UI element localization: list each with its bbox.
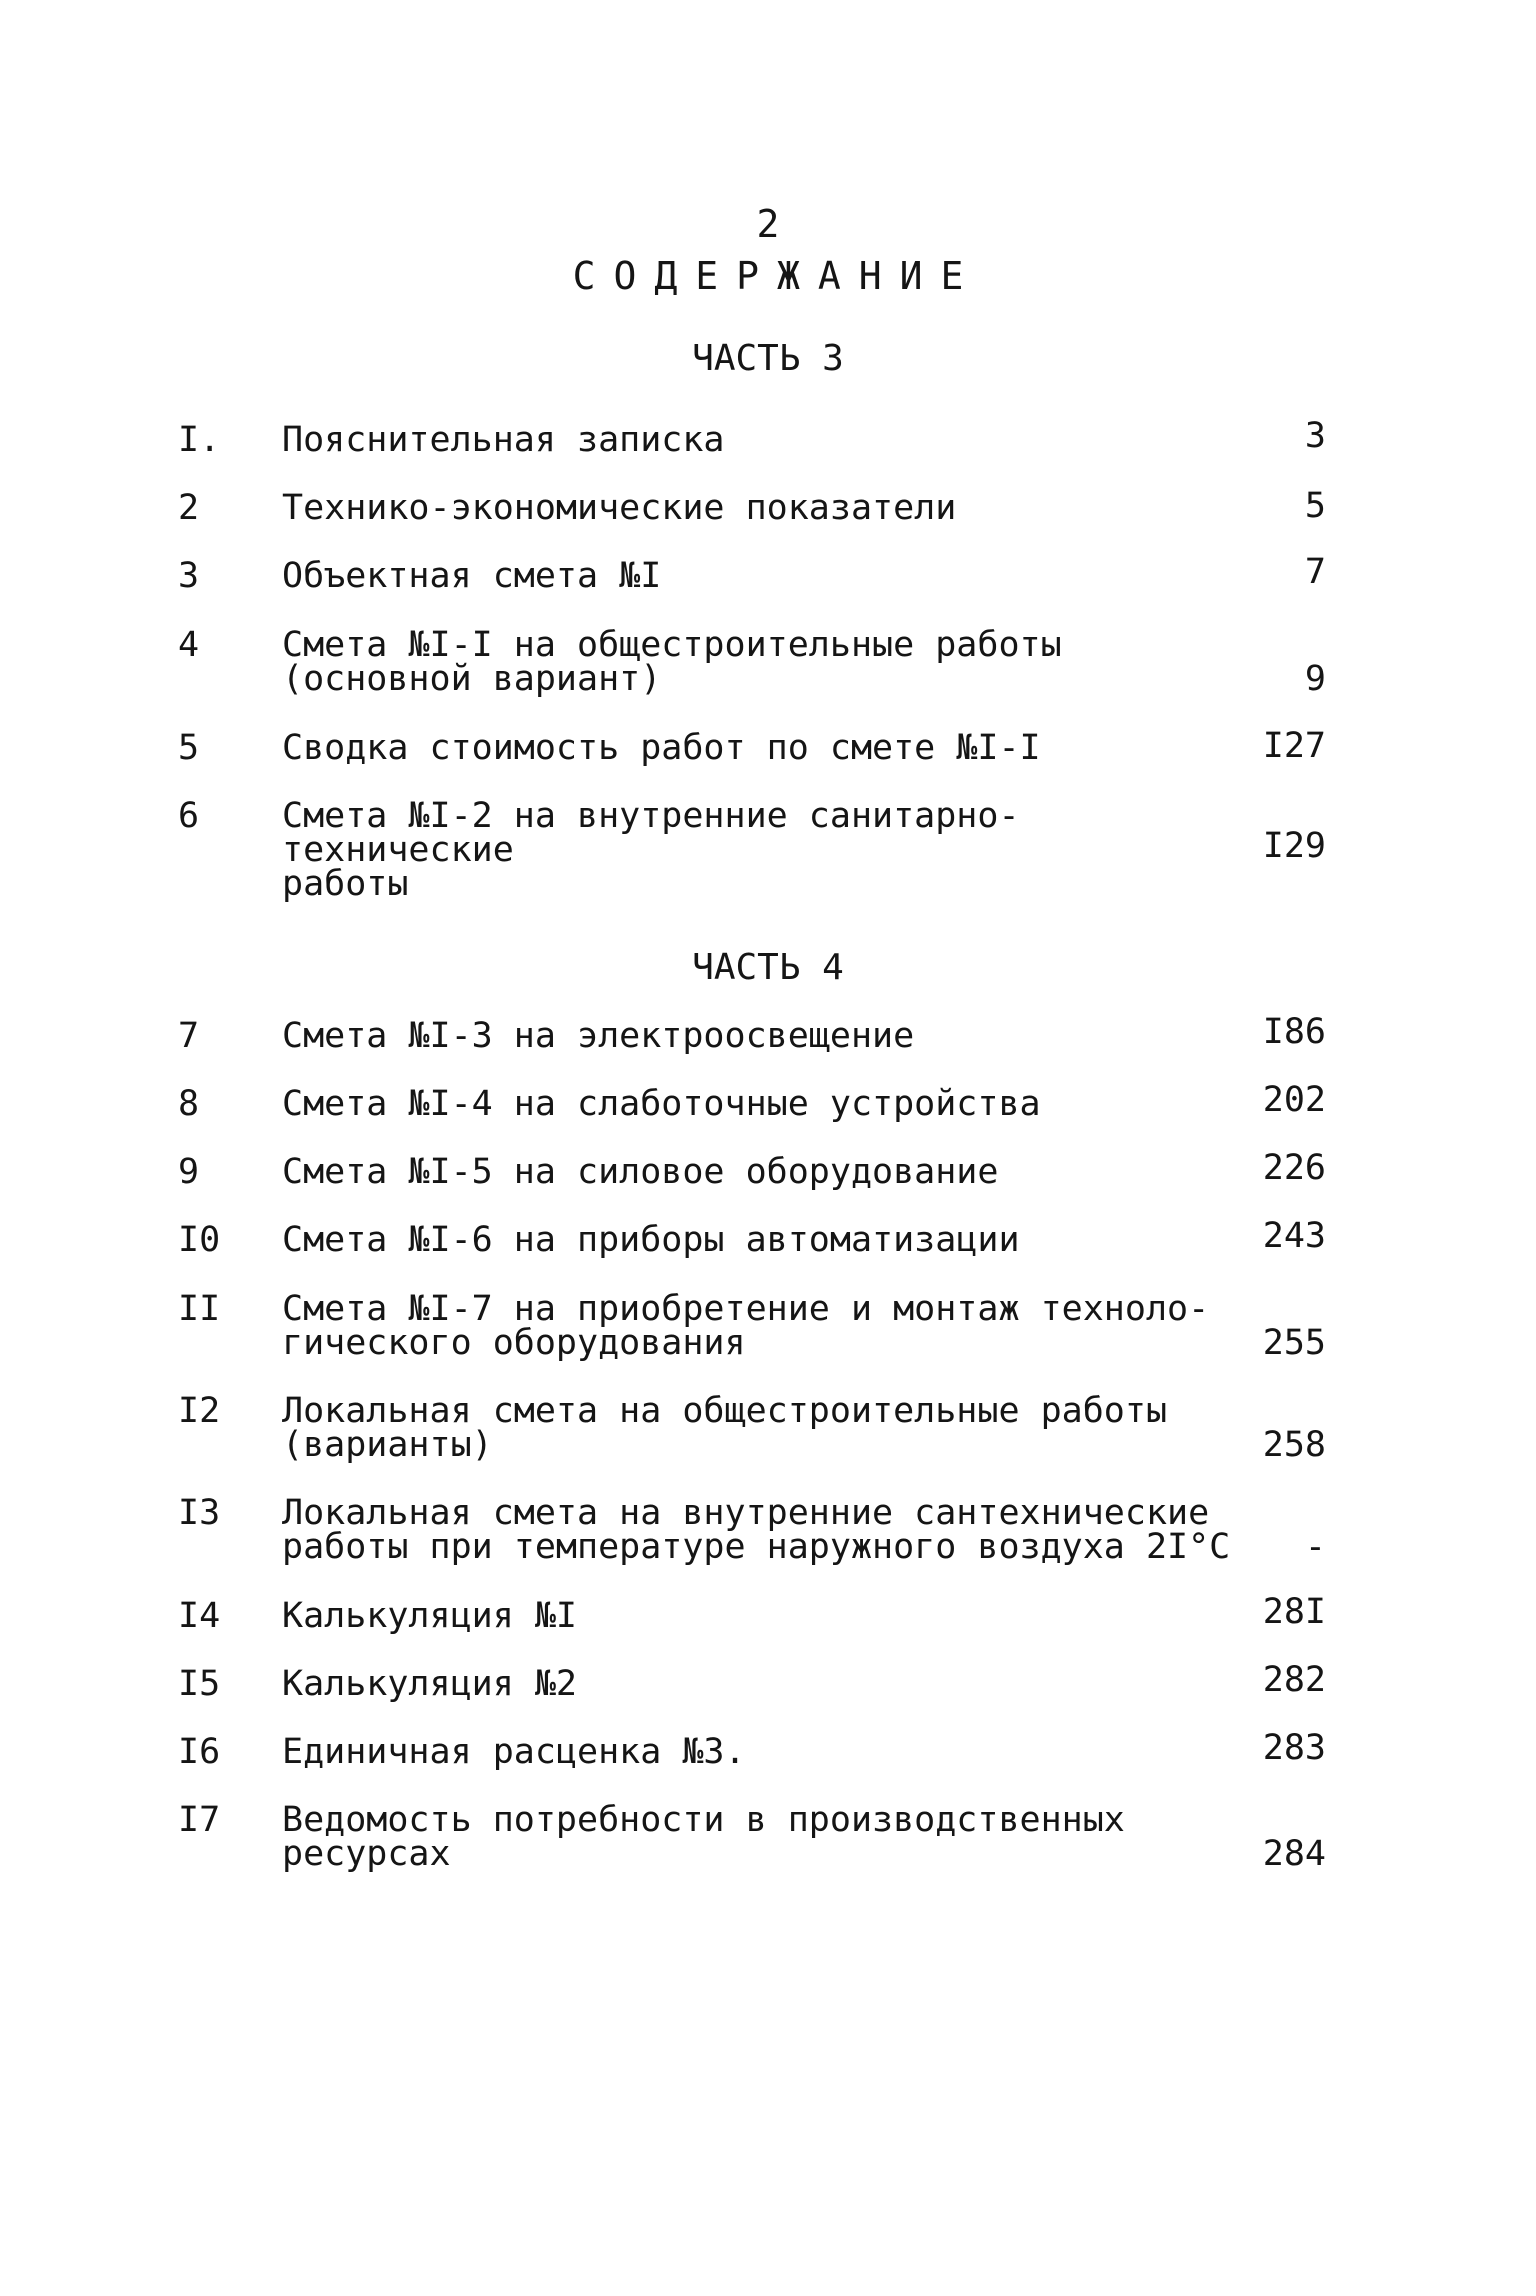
- toc-entry-number: 6: [178, 796, 200, 836]
- toc-entry-number: I4: [178, 1596, 221, 1636]
- toc-entry-number: 7: [178, 1016, 200, 1056]
- toc-entry-page: 226: [1262, 1148, 1326, 1188]
- toc-entry-title: Смета №I-3 на электроосвещение: [282, 1016, 915, 1056]
- toc-entry-title: Сводка стоимость работ по смете №I-I: [282, 728, 1041, 768]
- toc-entry-page: -: [1304, 1527, 1326, 1567]
- part-heading-3: ЧАСТЬ 3: [692, 338, 844, 379]
- toc-entry-title: Калькуляция №I: [282, 1596, 578, 1636]
- toc-entry-number: I5: [178, 1664, 221, 1704]
- toc-entry-title: Ведомость потребности в производственных ресурсах: [282, 1800, 1125, 1874]
- page-title: СОДЕРЖАНИЕ: [572, 254, 982, 298]
- toc-entry-number: 9: [178, 1152, 200, 1192]
- toc-entry-number: 3: [178, 556, 200, 596]
- toc-entry-number: I.: [178, 420, 221, 460]
- toc-entry-title: Смета №I-6 на приборы автоматизации: [282, 1220, 1020, 1260]
- toc-entry-number: I0: [178, 1220, 221, 1260]
- toc-entry-page: 7: [1304, 552, 1326, 592]
- toc-entry-title: Смета №I-2 на внутренние санитарно-технические работы: [282, 796, 1020, 904]
- toc-entry-title: Смета №I-5 на силовое оборудование: [282, 1152, 999, 1192]
- toc-entry-page: 255: [1262, 1323, 1326, 1363]
- toc-entry-number: 4: [178, 625, 200, 665]
- toc-entry-page: 282: [1262, 1660, 1326, 1700]
- toc-entry-page: 284: [1262, 1834, 1326, 1874]
- toc-entry-page: I86: [1262, 1012, 1326, 1052]
- toc-entry-page: 28I: [1262, 1592, 1326, 1632]
- toc-entry-page: 283: [1262, 1728, 1326, 1768]
- toc-entry-page: 243: [1262, 1216, 1326, 1256]
- toc-entry-page: 3: [1304, 416, 1326, 456]
- toc-entry-title: Локальная смета на общестроительные работы (варианты): [282, 1391, 1168, 1465]
- toc-entry-page: 5: [1304, 486, 1326, 526]
- toc-entry-number: 2: [178, 488, 200, 528]
- toc-entry-title: Пояснительная записка: [282, 420, 725, 460]
- toc-entry-number: 8: [178, 1084, 200, 1124]
- toc-entry-title: Смета №I-I на общестроительные работы (основной вариант): [282, 625, 1062, 699]
- toc-entry-number: I7: [178, 1800, 221, 1840]
- toc-entry-page: 258: [1262, 1425, 1326, 1465]
- toc-entry-title: Смета №I-7 на приобретение и монтаж техноло- гического оборудования: [282, 1289, 1210, 1363]
- toc-entry-page: 9: [1304, 659, 1326, 699]
- toc-entry-title: Локальная смета на внутренние сантехнические работы при температуре наружного воздуха 2I°C: [282, 1493, 1231, 1567]
- toc-entry-number: I3: [178, 1493, 221, 1533]
- toc-entry-page: 202: [1262, 1080, 1326, 1120]
- toc-entry-number: I6: [178, 1732, 221, 1772]
- part-heading-4: ЧАСТЬ 4: [692, 947, 844, 988]
- toc-entry-number: II: [178, 1289, 221, 1329]
- toc-entry-page: I29: [1262, 826, 1326, 866]
- toc-entry-number: 5: [178, 728, 200, 768]
- toc-entry-title: Смета №I-4 на слаботочные устройства: [282, 1084, 1041, 1124]
- toc-entry-title: Объектная смета №I: [282, 556, 662, 596]
- toc-entry-number: I2: [178, 1391, 221, 1431]
- toc-entry-title: Технико-экономические показатели: [282, 488, 957, 528]
- toc-entry-title: Единичная расценка №3.: [282, 1732, 746, 1772]
- toc-entry-title: Калькуляция №2: [282, 1664, 578, 1704]
- toc-entry-page: I27: [1262, 726, 1326, 766]
- page-number: 2: [756, 202, 780, 246]
